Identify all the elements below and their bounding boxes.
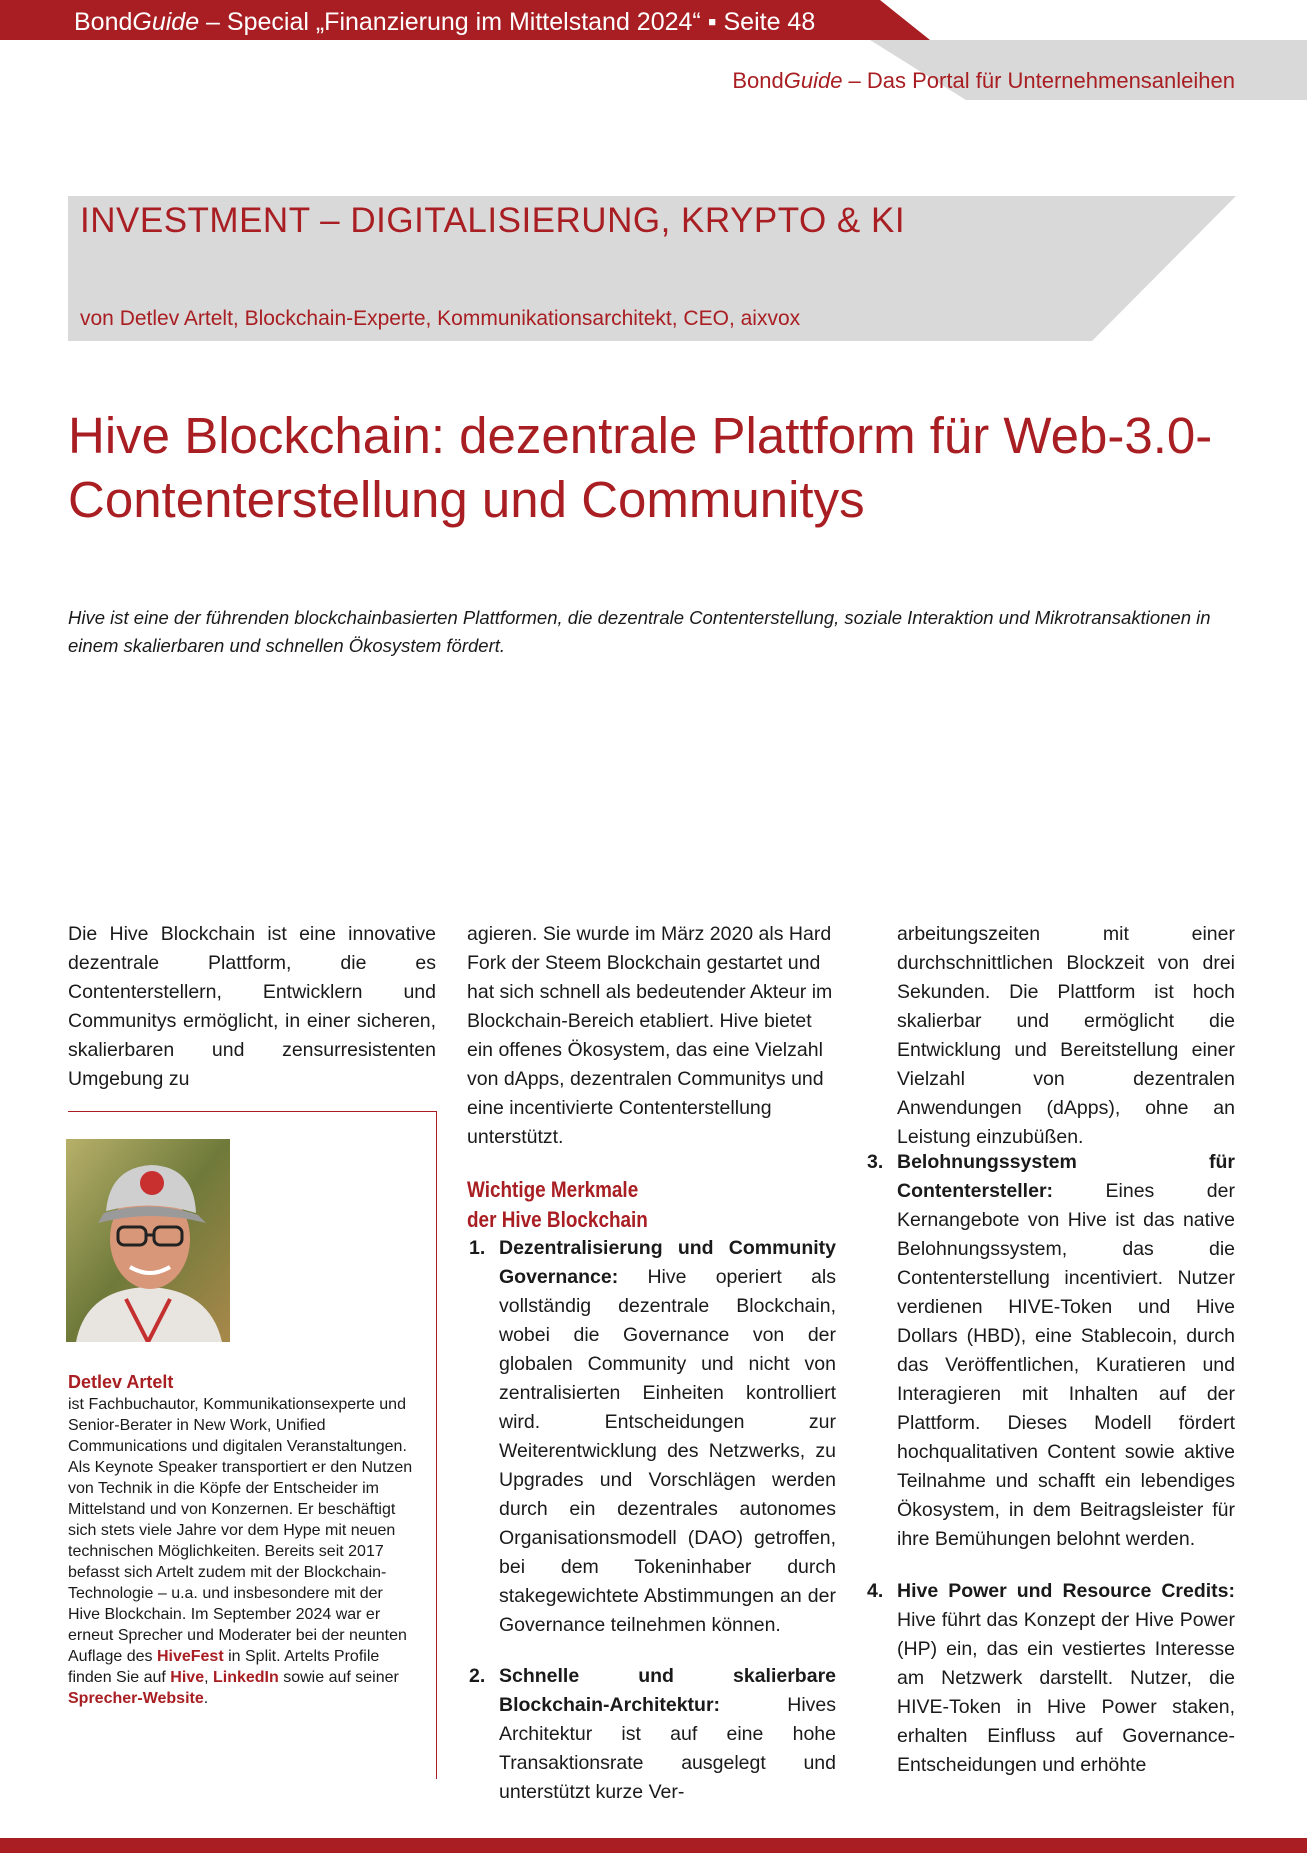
hive-link[interactable]: Hive [170, 1669, 205, 1686]
list-item: 2. Schnelle und skalierbare Blockchain-Architektur: Hives Architektur ist auf eine hohe Transaktionsrate ausgelegt und unterstützt kurze Ver- [469, 1665, 836, 1803]
publication-header: BondGuide – Special „Finanzierung im Mittelstand 2024“ ▪ Seite 48 [74, 8, 816, 36]
footer-bar [0, 1838, 1307, 1853]
portal-tagline: BondGuide – Das Portal für Unternehmensanleihen [732, 68, 1235, 93]
author-portrait-icon [66, 1139, 230, 1342]
list-item: 3. Belohnungssystem für Contentersteller: Eines der Kernangebote von Hive ist das native Belohnungssystem, das die Contenterstellung incentiviert. Nutzer verdienen HIVE-Token und Hive Dollars (HBD), eine Stablecoin, durch das Veröffentlichen, Kuratieren und Interagieren mit Inhalten auf der Plattform. Dieses Modell fördert hochqualitativen Content sowie aktive Teilnahme und schafft ein lebendiges Ökosystem, in dem Beitragsleister für ihre Bemühungen belohnt werden. [867, 1151, 1235, 1550]
article-title: Hive Blockchain: dezentrale Plattform für Web-3.0-Contenterstellung und Communitys [68, 407, 1213, 528]
hivefest-link[interactable]: HiveFest [156, 1648, 224, 1665]
header-band [0, 0, 1307, 100]
author-photo [66, 1139, 230, 1342]
speaker-website-link[interactable]: Sprecher-Website [68, 1690, 204, 1707]
section-author: von Detlev Artelt, Blockchain-Experte, Kommunikationsarchitekt, CEO, aixvox [80, 307, 801, 330]
linkedin-link[interactable]: LinkedIn [212, 1669, 279, 1686]
column-continuation: arbeitungszeiten mit einer durchschnittlichen Blockzeit von drei Sekunden. Die Plattform ist hoch skalierbar und ermöglicht die Entwicklung und Bereitstellung einer Vielzahl von dezentralen Anwendungen (dApps), ohne an Leistung einzubüßen. [897, 923, 1235, 1148]
bio-name: Detlev Artelt [68, 1372, 174, 1392]
intro-continuation: agieren. Sie wurde im März 2020 als Hard Fork der Steem Blockchain gestartet und hat sich schnell als bedeutender Akteur im Blockchain-Bereich etabliert. Hive bietet ein offenes Ökosystem, das eine Vielzahl von dApps, dezentralen Communitys und eine incentivierte Contenterstellung unterstützt. [467, 923, 833, 1148]
intro-paragraph: Die Hive Blockchain ist eine innovative dezentrale Plattform, die es Contenterstellern, Entwicklern und Communitys ermöglicht, in einer sicheren, skalierbaren und zensurresistenten Umgebung zu [68, 923, 436, 1090]
section-title: INVESTMENT – DIGITALISIERUNG, KRYPTO & KI [80, 201, 906, 240]
article-lead: Hive ist eine der führenden blockchainbasierten Plattformen, die dezentrale Contenterstellung, soziale Interaktion und Mikrotransaktionen in einem skalierbaren und schnellen Ökosystem fördert. [68, 607, 1211, 656]
list-item: 1. Dezentralisierung und Community Governance: Hive operiert als vollständig dezentrale Blockchain, wobei die Governance von der globalen Community und nicht von zentralisierten Einheiten kontrolliert wird. Entscheidungen zur Weiterentwicklung des Netzwerks, zu Upgrades und Vorschlägen werden durch ein dezentrales autonomes Organisationsmodell (DAO) getroffen, bei dem Tokeninhaber durch stakegewichtete Abstimmungen an der Governance teilnehmen können. [469, 1237, 836, 1636]
bio-text: ist Fachbuchautor, Kommunikationsexperte und Senior-Berater in New Work, Unified Communications und digitalen Veranstaltungen. Als Keynote Speaker transportiert er den Nutzen von Technik in die Köpfe der Entscheider im Mittelstand und von Konzernen. Er beschäftigt sich stets viele Jahre vor dem Hype mit neuen technischen Möglichkeiten. Bereits seit 2017 befasst sich Artelt zudem mit der Blockchain-Technologie – u.a. und insbesondere mit der Hive Blockchain. Im September 2024 war er erneut Sprecher und Moderater bei der neunten Auflage des HiveFest in Split. Artelts Profile finden Sie auf Hive, LinkedIn sowie auf seiner Sprecher-Website. [68, 1396, 413, 1707]
features-subheading: Wichtige Merkmale der Hive Blockchain [467, 1177, 648, 1232]
list-item: 4. Hive Power und Resource Credits: Hive führt das Konzept der Hive Power (HP) ein, das ein vestiertes Interesse am Netzwerk darstellt. Nutzer, die HIVE-Token in Hive Power staken, erhalten Einfluss auf Governance-Entscheidungen und erhöhte [867, 1580, 1235, 1776]
